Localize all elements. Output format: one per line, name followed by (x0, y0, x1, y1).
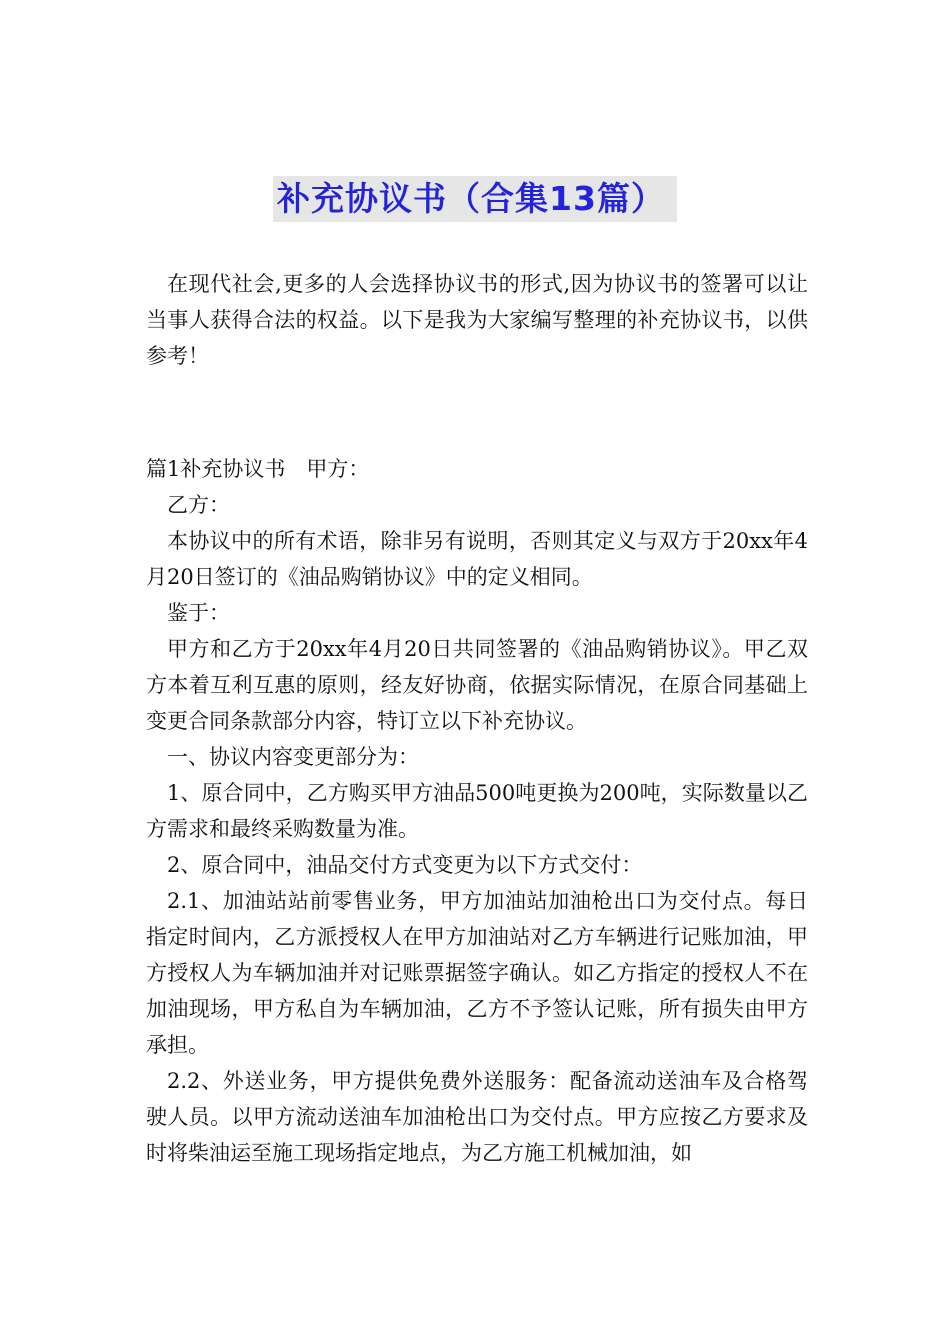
body-block (146, 451, 808, 1171)
paragraph: 2.1、加油站站前零售业务，甲方加油站加油枪出口为交付点。每日指定时间内，乙方派授权人在甲方加油站对乙方车辆进行记账加油，甲方授权人为车辆加油并对记账票据签字确认。如乙方指定的授权人不在加油现场，甲方私自为车辆加油，乙方不予签认记账，所有损失由甲方承担。 (146, 889, 808, 1057)
paragraph: 2.2、外送业务，甲方提供免费外送服务：配备流动送油车及合格驾驶人员。以甲方流动送油车加油枪出口为交付点。甲方应按乙方要求及时将柴油运至施工现场指定地点，为乙方施工机械加油，如 (146, 1069, 808, 1165)
paragraph: 2、原合同中，油品交付方式变更为以下方式交付： (167, 853, 643, 877)
title-container (0, 176, 950, 222)
intro-paragraph: 在现代社会,更多的人会选择协议书的形式,因为协议书的签署可以让当事人获得合法的权益。以下是我为大家编写整理的补充协议书，以供参考！ (146, 272, 808, 368)
document-title: 补充协议书（合集13篇） (273, 176, 677, 222)
paragraph: 甲方和乙方于20xx年4月20日共同签署的《油品购销协议》。甲乙双方本着互利互惠的原则，经友好协商，依据实际情况，在原合同基础上变更合同条款部分内容，特订立以下补充协议。 (146, 637, 808, 733)
paragraph: 本协议中的所有术语，除非另有说明，否则其定义与双方于20xx年4月20日签订的《油品购销协议》中的定义相同。 (146, 529, 808, 589)
paragraph: 乙方： (167, 493, 230, 517)
section-heading: 篇1补充协议书 甲方： (146, 457, 370, 481)
paragraph: 鉴于： (167, 601, 230, 625)
intro-block (146, 266, 808, 374)
paragraph: 1、原合同中，乙方购买甲方油品500吨更换为200吨，实际数量以乙方需求和最终采购数量为准。 (146, 781, 808, 841)
paragraph: 一、协议内容变更部分为： (167, 745, 419, 769)
